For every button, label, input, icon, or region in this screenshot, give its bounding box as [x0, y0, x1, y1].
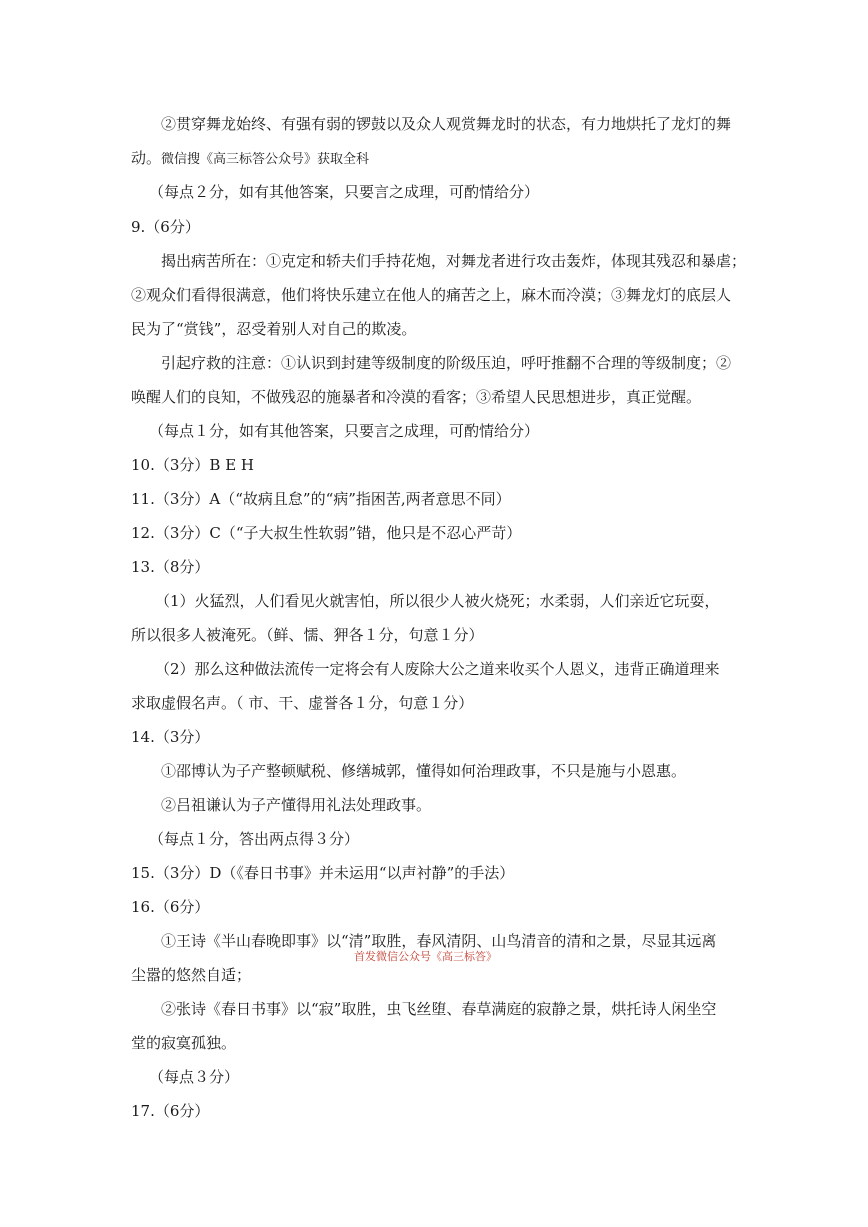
q9-b-line2: 唤醒人们的良知，不做残忍的施暴者和冷漠的看客；③希望人民思想进步，真正觉醒。 — [131, 388, 702, 406]
q14-header: 14.（3分） — [131, 728, 210, 746]
q10-answer: 10.（3分）B E H — [131, 456, 254, 474]
q14-point1: ①邵博认为子产整顿赋税、修缮城郭，懂得如何治理政事，不只是施与小恩惠。 — [161, 762, 687, 780]
q9-a-line1: 揭出病苦所在：①克定和轿夫们手持花炮，对舞龙者进行攻击轰炸，体现其残忍和暴虐； — [161, 252, 747, 270]
q16-point2-line1: ②张诗《春日书事》以“寂”取胜，虫飞丝堕、春草满庭的寂静之景，烘托诗人闲坐空 — [161, 1000, 717, 1018]
q16-header: 16.（6分） — [131, 898, 210, 916]
q14-scoring-note: （每点１分，答出两点得３分） — [149, 830, 360, 848]
watermark-top: 微信搜《高三标答公众号》获取全科 — [161, 152, 370, 167]
q11-answer: 11.（3分）A（“故病且怠”的“病”指困苦,两者意思不同） — [131, 490, 511, 508]
q13-2-line1: （2）那么这种做法流传一定将会有人废除大公之道来收买个人恩义，违背正确道理来 — [155, 660, 720, 678]
q13-2-line2: 求取虚假名声。（ 市、干、虚誉各１分，句意１分） — [131, 694, 474, 712]
q9-a-line3: 民为了“赏钱”，忍受着别人对自己的欺凌。 — [131, 320, 417, 338]
q13-1-line2: 所以很多人被淹死。（鲜、懦、狎各１分，句意１分） — [131, 626, 484, 644]
q9-b-line1: 引起疗救的注意：①认识到封建等级制度的阶级压迫，呼吁推翻不合理的等级制度；② — [161, 354, 732, 372]
q9-a-line2: ②观众们看得很满意，他们将快乐建立在他人的痛苦之上，麻木而冷漠；③舞龙灯的底层人 — [131, 286, 732, 304]
q8-point2-line2-text: 动。 — [131, 149, 162, 167]
q9-header: 9.（6分） — [131, 218, 200, 236]
q8-point2-line2 — [131, 148, 369, 170]
q16-scoring-note: （每点３分） — [149, 1068, 240, 1086]
q16-point1-line2: 尘嚣的悠然自适； — [131, 966, 252, 984]
q12-answer: 12.（3分）C（“子大叔生性软弱”错，他只是不忍心严苛） — [131, 524, 522, 542]
q15-answer: 15.（3分）D（《春日书事》并未运用“以声衬静”的手法） — [131, 864, 515, 882]
q13-1-line1: （1）火猛烈，人们看见火就害怕，所以很少人被火烧死；水柔弱，人们亲近它玩耍， — [155, 592, 720, 610]
q9-scoring-note: （每点１分，如有其他答案，只要言之成理，可酌情给分） — [149, 422, 540, 440]
q14-point2: ②吕祖谦认为子产懂得用礼法处理政事。 — [161, 796, 432, 814]
q8-scoring-note: （每点２分，如有其他答案，只要言之成理，可酌情给分） — [149, 183, 540, 201]
q16-point2-line2: 堂的寂寞孤独。 — [131, 1034, 237, 1052]
q13-header: 13.（8分） — [131, 558, 210, 576]
q8-point2-line1: ②贯穿舞龙始终、有强有弱的锣鼓以及众人观赏舞龙时的状态，有力地烘托了龙灯的舞 — [161, 115, 732, 133]
q16-point1-line1: ①王诗《半山春晚即事》以“清”取胜，春风清阴、山鸟清音的清和之景，尽显其远离 — [161, 932, 717, 950]
q17-header: 17.（6分） — [131, 1102, 210, 1120]
watermark-mid: 首发微信公众号《高三标答》 — [354, 950, 497, 963]
